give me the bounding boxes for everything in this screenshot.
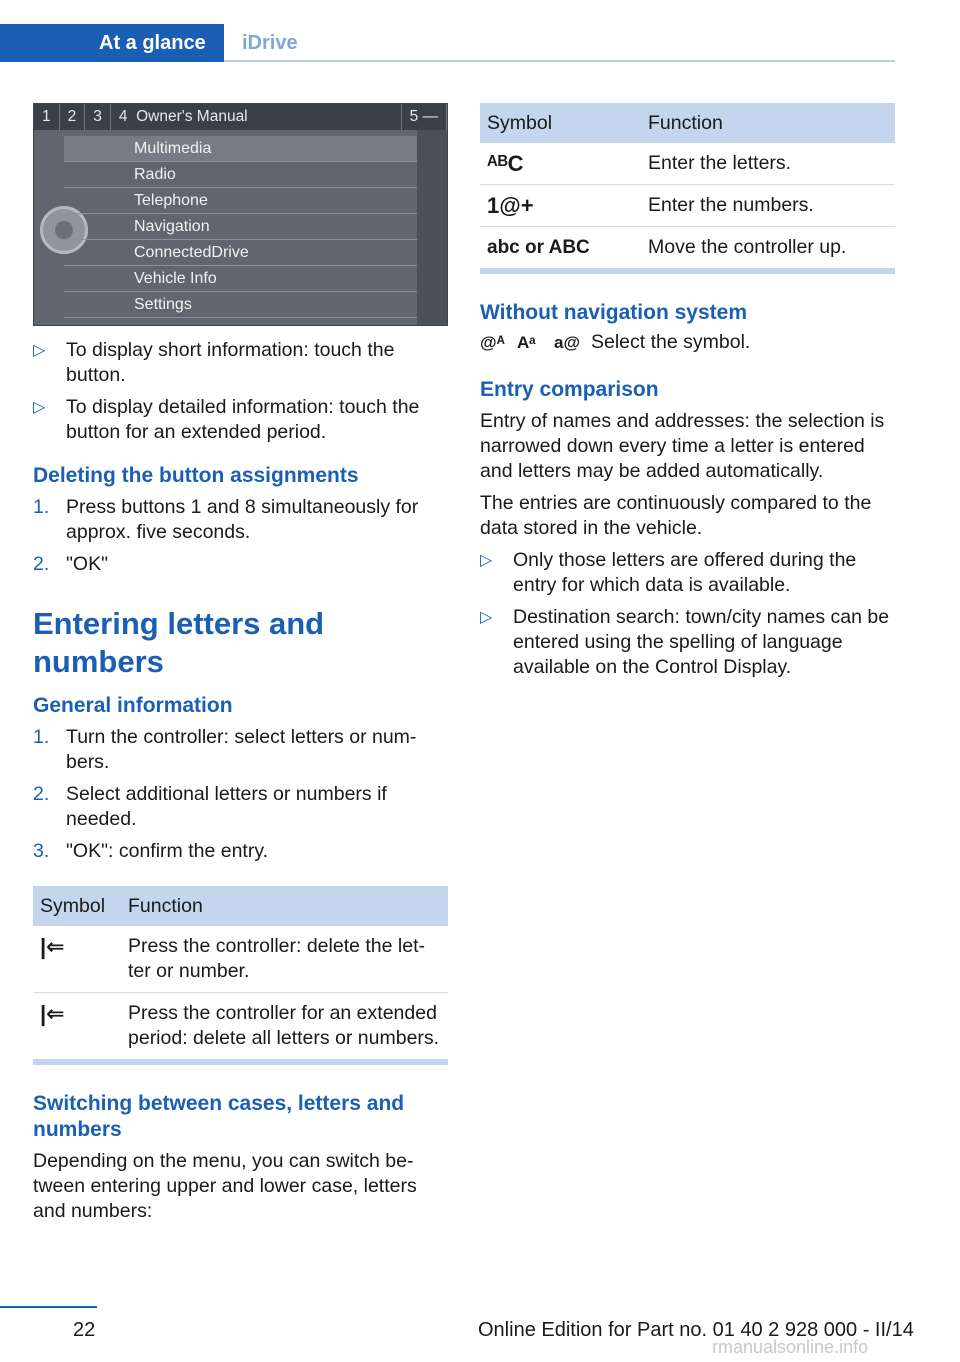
at-a-icon: @ᴬ [480, 333, 505, 352]
tab-at-a-glance[interactable]: At a glance [0, 24, 224, 62]
heading-entering-letters-numbers: Entering letters and numbers [33, 606, 325, 679]
heading-without-navigation: Without navigation system [480, 301, 748, 324]
screen-tab-5: 5 — [402, 104, 447, 130]
triangle-icon: ▷ [33, 399, 46, 416]
heading-entry-comparison: Entry comparison [480, 378, 659, 401]
table-end-bar [480, 268, 895, 274]
list-item: 2. "OK" [33, 553, 109, 575]
idrive-screen-image [33, 103, 448, 326]
list-item: ▷ To display detailed information: touch the button for an extended period. [33, 396, 420, 443]
screen-tab-4: 4 Owner's Manual [111, 104, 402, 130]
list-item: ▷ Destination search: town/city names can be entered using the spelling of language available on the Control Display. [480, 606, 890, 678]
numbers-icon: 1@+ [480, 185, 641, 227]
list-item: 1. Turn the controller: select letters or numbers. [33, 726, 417, 773]
screen-sidebar [417, 130, 447, 326]
list-item: ▷ To display short information: touch the button. [33, 339, 395, 386]
edition-text: Online Edition for Part no. 01 40 2 928 000 - II/14 [478, 1319, 914, 1341]
screen-topbar [34, 104, 447, 130]
lower-a-at-icon: a@ [554, 333, 581, 352]
compare-bullets [480, 548, 895, 680]
page-header [0, 24, 895, 62]
list-item: 3. "OK": confirm the entry. [33, 840, 269, 862]
general-steps [33, 725, 448, 864]
triangle-icon: ▷ [480, 609, 493, 626]
footer-rule [0, 1306, 97, 1308]
delete-symbol-table [33, 886, 448, 1059]
nav-symbols-row [480, 330, 895, 355]
menu-item-navigation: Navigation [64, 214, 419, 240]
compare-paragraph-1: Entry of names and addresses: the selection is narrowed down every time a letter is entered and letters may be added automatically. [480, 410, 885, 482]
menu-item-radio: Radio [64, 162, 419, 188]
delete-icon: |⇐ [33, 926, 121, 993]
table-header-function: Function [641, 103, 895, 143]
watermark: rmanualsonline.info [712, 1337, 869, 1357]
list-item: 1. Press buttons 1 and 8 simultaneously for approx. five seconds. [33, 496, 419, 543]
table-header-symbol: Symbol [480, 103, 641, 143]
nav-symbols-text: Select the symbol. [591, 331, 751, 353]
letters-icon: ᴬᴮC [480, 143, 641, 185]
page-number: 22 [73, 1319, 96, 1341]
screen-tab-1: 1 [34, 104, 60, 130]
heading-switching-cases: Switching between cases, letters and numbers [33, 1092, 405, 1141]
tab-idrive[interactable]: iDrive [242, 32, 298, 54]
table-header-function: Function [121, 886, 448, 926]
case-symbol-table [480, 103, 895, 268]
menu-item-vehicle-info: Vehicle Info [64, 266, 419, 292]
table-row: |⇐ Press the controller for an extended period: delete all letters or numbers. [33, 993, 448, 1060]
right-column [480, 103, 895, 687]
switch-paragraph: Depending on the menu, you can switch between entering upper and lower case, letters and numbers: [33, 1150, 417, 1222]
screen-tab-3: 3 [85, 104, 111, 130]
triangle-icon: ▷ [480, 552, 493, 569]
menu-item-telephone: Telephone [64, 188, 419, 214]
triangle-icon: ▷ [33, 342, 46, 359]
screen-title: Owner's Manual [136, 108, 248, 125]
menu-item-multimedia: Multimedia [64, 136, 419, 162]
table-row: ᴬᴮC Enter the letters. [480, 143, 895, 185]
menu-item-settings: Settings [64, 292, 419, 318]
upper-a-icon: Aᵃ [517, 333, 536, 352]
table-header-symbol: Symbol [33, 886, 121, 926]
info-bullets [33, 338, 448, 445]
case-icon: abc or ABC [487, 237, 590, 258]
heading-general-information: General information [33, 694, 233, 717]
list-item: ▷ Only those letters are offered during the entry for which data is available. [480, 549, 857, 596]
delete-steps [33, 495, 448, 577]
table-end-bar [33, 1059, 448, 1065]
screen-menu [64, 136, 419, 318]
table-row: |⇐ Press the controller: delete the letter or number. [33, 926, 448, 993]
table-row: abc or ABC Move the controller up. [480, 227, 895, 269]
screen-tab-2: 2 [60, 104, 86, 130]
heading-deleting-button-assignments: Deleting the button assignments [33, 464, 359, 487]
menu-item-connecteddrive: ConnectedDrive [64, 240, 419, 266]
left-column [33, 103, 448, 1231]
compare-paragraph-2: The entries are continuously compared to the data stored in the vehicle. [480, 492, 872, 539]
table-row: 1@+ Enter the numbers. [480, 185, 895, 227]
delete-icon: |⇐ [40, 1001, 65, 1026]
list-item: 2. Select additional letters or numbers if needed. [33, 783, 387, 830]
